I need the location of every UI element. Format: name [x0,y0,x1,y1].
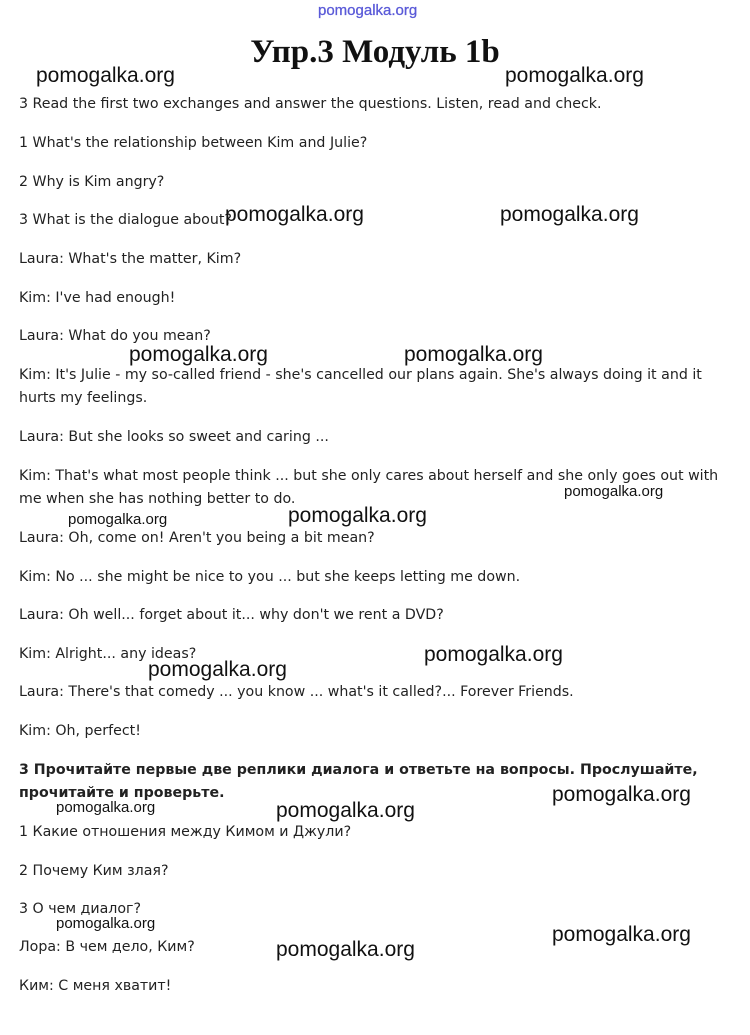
dialogue-line: Laura: What do you mean? [19,328,211,344]
question-line: 1 Какие отношения между Кимом и Джули? [19,824,352,840]
dialogue-line: Laura: But she looks so sweet and caring ... [19,429,329,445]
question-line: 1 What's the relationship between Kim and Julie? [19,135,368,151]
dialogue-line: Kim: I've had enough! [19,290,176,306]
watermark-text: pomogalka.org [68,511,168,528]
dialogue-line: Laura: There's that comedy ... you know ... what's it called?... Forever Friends. [19,684,574,700]
watermark-text: pomogalka.org [424,643,563,666]
watermark-text: pomogalka.org [56,915,156,932]
watermark-text: pomogalka.org [500,203,639,226]
dialogue-line: Laura: What's the matter, Kim? [19,251,242,267]
question-line: 2 Why is Kim angry? [19,174,165,190]
watermark-text: pomogalka.org [552,923,691,946]
watermark-text: pomogalka.org [148,658,287,681]
watermark-text: pomogalka.org [225,203,364,226]
dialogue-line: Kim: No ... she might be nice to you ... but she keeps letting me down. [19,569,521,585]
dialogue-line: Laura: Oh well... forget about it... why don't we rent a DVD? [19,607,444,623]
dialogue-line: Kim: Oh, perfect! [19,723,141,739]
watermark-text: pomogalka.org [36,64,175,87]
watermark-text: pomogalka.org [129,343,268,366]
watermark-text: pomogalka.org [276,799,415,822]
page-title: Упр.3 Модуль 1b [250,34,500,70]
watermark-text: pomogalka.org [552,783,691,806]
watermark-text: pomogalka.org [404,343,543,366]
watermark-text: pomogalka.org [288,504,427,527]
dialogue-line: Лора: В чем дело, Ким? [19,939,195,955]
watermark-text: pomogalka.org [56,799,156,816]
dialogue-line: Ким: С меня хватит! [19,978,172,994]
dialogue-line: Laura: Oh, come on! Aren't you being a bit mean? [19,530,375,546]
question-line: 2 Почему Ким злая? [19,863,169,879]
watermark-text: pomogalka.org [505,64,644,87]
question-line: 3 О чем диалог? [19,901,141,917]
site-link[interactable]: pomogalka.org [318,2,418,19]
dialogue-line: Kim: It's Julie - my so-called friend - she's cancelled our plans again. She's always doing it and it hurts my feelings. [19,367,702,406]
question-line: 3 What is the dialogue about? [19,212,232,228]
english-task-heading: 3 Read the first two exchanges and answer the questions. Listen, read and check. [19,96,602,112]
watermark-text: pomogalka.org [276,938,415,961]
russian-task-heading: 3 Прочитайте первые две реплики диалога и ответьте на вопросы. Прослушайте, прочитайте и проверьте. [19,762,698,801]
dialogue-line: Kim: That's what most people think ... but she only cares about herself and she only goes out with me when she has nothing better to do. [19,468,719,507]
watermark-text: pomogalka.org [564,483,664,500]
dialogue-line: Kim: Alright... any ideas? [19,646,197,662]
